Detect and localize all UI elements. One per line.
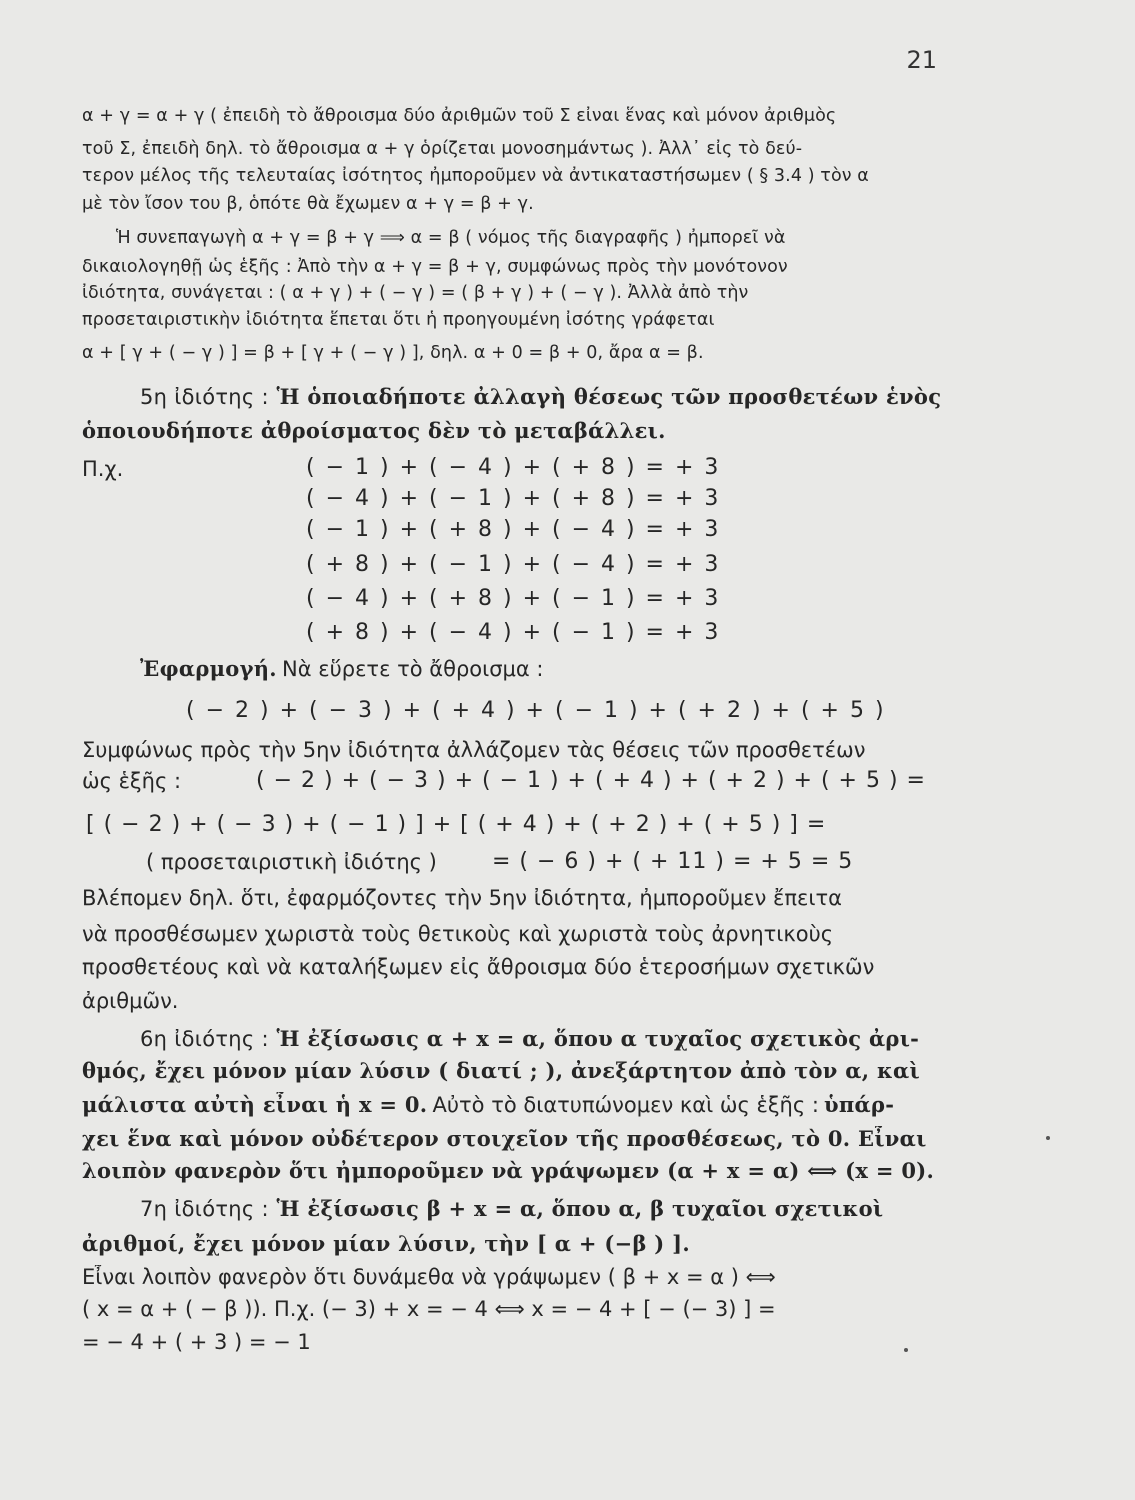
property6-statement-4: ὑπάρ- <box>824 1092 895 1117</box>
example-label: Π.χ. <box>82 457 124 481</box>
property6-statement-6: λοιπὸν φανερὸν ὅτι ἠμποροῦμεν νὰ γράψωμεν (α + x = α) ⟺ (x = 0). <box>82 1158 935 1183</box>
property6-statement-3-row <box>82 1092 944 1117</box>
cancellation-line-2: δικαιολογηθῇ ὡς ἑξῆς : Ἀπὸ τὴν α + γ = β + γ, συμφώνως πρὸς τὴν μονότονον <box>82 257 788 277</box>
application-line-5: ( προσεταιριστικὴ ἰδιότης ) <box>146 850 437 874</box>
property7-line-5: = − 4 + ( + 3 ) = − 1 <box>82 1330 311 1354</box>
application-line-4: [ ( − 2 ) + ( − 3 ) + ( − 1 ) ] + [ ( + 4 ) + ( + 2 ) + ( + 5 ) ] = <box>86 812 827 837</box>
example-row: ( − 1 ) + ( − 4 ) + ( + 8 ) = + 3 <box>306 455 721 480</box>
property6-statement-2: θμός, ἔχει μόνον μίαν λύσιν ( διατί ; ), ἀνεξάρτητον ἀπὸ τὸν α, καὶ <box>82 1058 920 1083</box>
cancellation-line-4: προσεταιριστικὴν ἰδιότητα ἕπεται ὅτι ἡ προηγουμένη ἰσότης γράφεται <box>82 310 715 330</box>
application-title: Ἐφαρμογή. <box>140 656 277 681</box>
cancellation-line-3: ἰδιότητα, συνάγεται : ( α + γ ) + ( − γ ) = ( β + γ ) + ( − γ ). Ἀλλὰ ἀπὸ τὴν <box>82 283 749 303</box>
property6-statement-5: χει ἕνα καὶ μόνον οὐδέτερον στοιχεῖον τῆς προσθέσεως, τὸ 0. Εἶναι <box>82 1126 927 1151</box>
property6-statement-3: μάλιστα αὐτὴ εἶναι ἡ x = 0. <box>82 1092 428 1117</box>
property6-restatement: Αὐτὸ τὸ διατυπώνομεν καὶ ὡς ἑξῆς : <box>432 1093 819 1117</box>
conclusion-line-4: ἀριθμῶν. <box>82 989 179 1013</box>
property7-line-4: ( x = α + ( − β )). Π.χ. (− 3) + x = − 4 ⟺ x = − 4 + [ − (− 3) ] = <box>82 1297 776 1321</box>
cancellation-line-1: Ἡ συνεπαγωγὴ α + γ = β + γ ⟹ α = β ( νόμος τῆς διαγραφῆς ) ἠμπορεῖ νὰ <box>116 228 786 248</box>
application-line-1: Συμφώνως πρὸς τὴν 5ην ἰδιότητα ἀλλάζομεν τὰς θέσεις τῶν προσθετέων <box>82 738 866 762</box>
property5-statement-1: Ἡ ὁποιαδήποτε ἀλλαγὴ θέσεως τῶν προσθετέων ἑνὸς <box>276 384 942 409</box>
example-row: ( − 4 ) + ( + 8 ) + ( − 1 ) = + 3 <box>306 586 721 611</box>
application-heading <box>140 656 950 681</box>
conclusion-line-1: Βλέπομεν δηλ. ὅτι, ἐφαρμόζοντες τὴν 5ην ἰδιότητα, ἠμποροῦμεν ἔπειτα <box>82 886 842 910</box>
property7-title: 7η ἰδιότης : <box>140 1197 269 1221</box>
application-line-6: = ( − 6 ) + ( + 11 ) = + 5 = 5 <box>492 849 854 874</box>
application-line-2: ὡς ἑξῆς : <box>82 769 182 793</box>
property7-statement-1: Ἡ ἐξίσωσις β + x = α, ὅπου α, β τυχαῖοι σχετικοὶ <box>276 1196 884 1221</box>
property5-heading <box>140 384 950 409</box>
application-expression: ( − 2 ) + ( − 3 ) + ( + 4 ) + ( − 1 ) + ( + 2 ) + ( + 5 ) <box>186 698 886 723</box>
cancellation-line-5: α + [ γ + ( − γ ) ] = β + [ γ + ( − γ ) ], δηλ. α + 0 = β + 0, ἄρα α = β. <box>82 343 704 363</box>
example-row: ( + 8 ) + ( − 4 ) + ( − 1 ) = + 3 <box>306 620 721 645</box>
property7-heading <box>140 1196 950 1221</box>
example-row: ( + 8 ) + ( − 1 ) + ( − 4 ) = + 3 <box>306 552 721 577</box>
scan-mark <box>1046 1136 1050 1140</box>
property5-statement-2: ὁποιουδήποτε ἀθροίσματος δὲν τὸ μεταβάλλει. <box>82 418 666 443</box>
property6-title: 6η ἰδιότης : <box>140 1027 269 1051</box>
page-number: 21 <box>906 46 937 74</box>
scan-mark <box>904 1348 908 1352</box>
example-row: ( − 4 ) + ( − 1 ) + ( + 8 ) = + 3 <box>306 486 721 511</box>
example-row: ( − 1 ) + ( + 8 ) + ( − 4 ) = + 3 <box>306 517 721 542</box>
property5-title: 5η ἰδιότης : <box>140 385 269 409</box>
property7-line-3: Εἶναι λοιπὸν φανερὸν ὅτι δυνάμεθα νὰ γράψωμεν ( β + x = α ) ⟺ <box>82 1265 776 1289</box>
intro-line-1: α + γ = α + γ ( ἐπειδὴ τὸ ἄθροισμα δύο ἀριθμῶν τοῦ Σ εἶναι ἕνας καὶ μόνον ἀριθμὸς <box>82 106 837 126</box>
intro-line-2: τοῦ Σ, ἐπειδὴ δηλ. τὸ ἄθροισμα α + γ ὁρίζεται μονοσημάντως ). Ἀλλ᾽ εἰς τὸ δεύ- <box>82 139 803 159</box>
conclusion-line-2: νὰ προσθέσωμεν χωριστὰ τοὺς θετικοὺς καὶ χωριστὰ τοὺς ἀρνητικοὺς <box>82 922 834 946</box>
intro-line-4: μὲ τὸν ἴσον του β, ὁπότε θὰ ἔχωμεν α + γ = β + γ. <box>82 194 534 214</box>
conclusion-line-3: προσθετέους καὶ νὰ καταλήξωμεν εἰς ἄθροισμα δύο ἑτεροσήμων σχετικῶν <box>82 955 875 979</box>
property6-statement-1: Ἡ ἐξίσωσις α + x = α, ὅπου α τυχαῖος σχετικὸς ἀρι- <box>276 1026 920 1051</box>
application-line-3: ( − 2 ) + ( − 3 ) + ( − 1 ) + ( + 4 ) + ( + 2 ) + ( + 5 ) = <box>256 768 926 793</box>
property7-statement-2: ἀριθμοί, ἔχει μόνον μίαν λύσιν, τὴν [ α + (−β ) ]. <box>82 1231 691 1256</box>
intro-line-3: τερον μέλος τῆς τελευταίας ἰσότητος ἠμποροῦμεν νὰ ἀντικαταστήσωμεν ( § 3.4 ) τὸν α <box>82 166 869 186</box>
property6-heading <box>140 1026 950 1051</box>
application-prompt: Νὰ εὕρετε τὸ ἄθροισμα : <box>282 657 544 681</box>
